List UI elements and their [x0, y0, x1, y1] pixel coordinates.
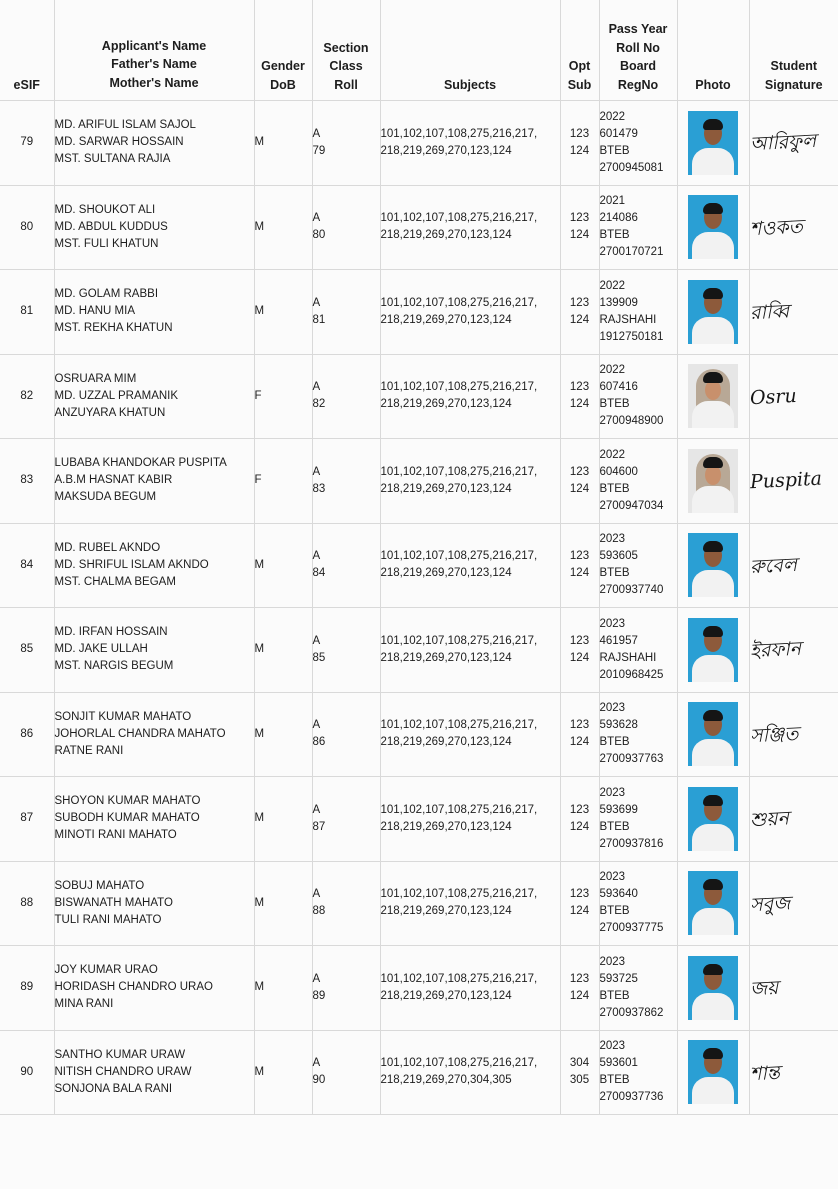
- table-row: [0, 439, 838, 524]
- roll-no: 593640: [599, 888, 638, 901]
- applicant-cell: [54, 692, 254, 777]
- applicant-name: MD. ARIFUL ISLAM SAJOL: [54, 119, 196, 132]
- mother-name: MINOTI RANI MAHATO: [54, 829, 177, 842]
- photo-cell: [677, 523, 749, 608]
- reg-no: 2700937763: [599, 753, 664, 766]
- applicant-name: MD. IRFAN HOSSAIN: [54, 626, 168, 639]
- father-name: NITISH CHANDRO URAW: [54, 1065, 192, 1078]
- roll-no: 593605: [599, 550, 638, 563]
- section-cell: [312, 523, 380, 608]
- photo-cell: [677, 777, 749, 862]
- section-cell: [312, 270, 380, 355]
- father-name: MD. HANU MIA: [54, 305, 135, 318]
- photo-cell: [677, 946, 749, 1031]
- reg-no: 2700170721: [599, 246, 664, 259]
- roll-value: 90: [312, 1074, 326, 1087]
- student-signature: ইরফান: [748, 637, 802, 663]
- applicant-cell: [54, 777, 254, 862]
- board: BTEB: [599, 482, 630, 495]
- subjects-cell: 101,102,107,108,275,216,217, 218,219,269,270,123,124: [380, 270, 560, 355]
- signature-cell: [749, 354, 838, 439]
- section-value: A: [312, 634, 321, 647]
- applicant-name: SOBUJ MAHATO: [54, 879, 145, 892]
- section-cell: [312, 101, 380, 186]
- student-photo: [688, 702, 738, 766]
- student-photo: [688, 280, 738, 344]
- roll-no: 461957: [599, 634, 638, 647]
- pass-year: 2022: [599, 110, 626, 123]
- signature-cell: [749, 608, 838, 693]
- section-value: A: [312, 296, 321, 309]
- opt-sub-cell: 123 124: [560, 185, 599, 270]
- esif-cell: 82: [0, 354, 54, 439]
- gender-cell: M: [254, 608, 312, 693]
- esif-cell: 86: [0, 692, 54, 777]
- mother-name: MINA RANI: [54, 998, 114, 1011]
- table-row: [0, 101, 838, 186]
- section-value: A: [312, 972, 321, 985]
- student-signature: জয়: [748, 977, 779, 1001]
- section-cell: [312, 185, 380, 270]
- pass-year: 2023: [599, 786, 626, 799]
- applicant-name: SHOYON KUMAR MAHATO: [54, 795, 201, 808]
- signature-cell: [749, 439, 838, 524]
- opt-sub-cell: 123 124: [560, 861, 599, 946]
- board: BTEB: [599, 736, 630, 749]
- photo-cell: [677, 185, 749, 270]
- gender-cell: M: [254, 777, 312, 862]
- applicant-cell: [54, 185, 254, 270]
- photo-cell: [677, 439, 749, 524]
- gender-cell: M: [254, 101, 312, 186]
- section-value: A: [312, 803, 321, 816]
- opt-sub-cell: 304 305: [560, 1030, 599, 1115]
- board: BTEB: [599, 1074, 630, 1087]
- roll-value: 83: [312, 482, 326, 495]
- student-photo: [688, 1040, 738, 1104]
- board: BTEB: [599, 229, 630, 242]
- reg-no: 2700937740: [599, 584, 664, 597]
- header-applicant: [54, 0, 254, 101]
- student-signature: রুবেল: [748, 553, 797, 579]
- subjects-cell: 101,102,107,108,275,216,217, 218,219,269,270,123,124: [380, 608, 560, 693]
- reg-no: 2700937775: [599, 922, 664, 935]
- roll-value: 87: [312, 820, 326, 833]
- subjects-cell: 101,102,107,108,275,216,217, 218,219,269,270,123,124: [380, 523, 560, 608]
- applicant-name: MD. RUBEL AKNDO: [54, 541, 161, 554]
- reg-no: 2700948900: [599, 415, 664, 428]
- applicant-cell: [54, 439, 254, 524]
- applicant-cell: [54, 1030, 254, 1115]
- reg-no: 2700945081: [599, 161, 664, 174]
- opt-sub-cell: 123 124: [560, 270, 599, 355]
- student-photo: [688, 111, 738, 175]
- student-signature: Osru: [748, 384, 797, 410]
- board: BTEB: [599, 905, 630, 918]
- header-section: Section Class Roll: [312, 0, 380, 101]
- section-cell: [312, 608, 380, 693]
- applicant-cell: [54, 354, 254, 439]
- photo-cell: [677, 608, 749, 693]
- mother-name: RATNE RANI: [54, 744, 124, 757]
- applicant-name: MD. GOLAM RABBI: [54, 288, 159, 301]
- pass-year: 2022: [599, 448, 626, 461]
- section-cell: [312, 692, 380, 777]
- father-name: MD. ABDUL KUDDUS: [54, 220, 168, 233]
- signature-cell: [749, 101, 838, 186]
- reg-no: 2700937816: [599, 837, 664, 850]
- reg-no: 1912750181: [599, 330, 664, 343]
- student-photo: [688, 364, 738, 428]
- roll-no: 593725: [599, 972, 638, 985]
- esif-cell: 80: [0, 185, 54, 270]
- student-photo: [688, 787, 738, 851]
- subjects-cell: 101,102,107,108,275,216,217, 218,219,269,270,123,124: [380, 777, 560, 862]
- father-name: MD. SHRIFUL ISLAM AKNDO: [54, 558, 209, 571]
- subjects-cell: 101,102,107,108,275,216,217, 218,219,269,270,304,305: [380, 1030, 560, 1115]
- applicant-name: JOY KUMAR URAO: [54, 964, 158, 977]
- signature-cell: [749, 1030, 838, 1115]
- roll-no: 601479: [599, 127, 638, 140]
- pass-year: 2023: [599, 955, 626, 968]
- gender-cell: M: [254, 946, 312, 1031]
- applicant-cell: [54, 270, 254, 355]
- header-gender: Gender DoB: [254, 0, 312, 101]
- student-signature: রাব্বি: [748, 300, 790, 325]
- subjects-cell: 101,102,107,108,275,216,217, 218,219,269,270,123,124: [380, 185, 560, 270]
- pass-info-cell: [599, 354, 677, 439]
- table-body: [0, 101, 838, 1115]
- signature-cell: [749, 523, 838, 608]
- board: BTEB: [599, 567, 630, 580]
- roll-value: 86: [312, 736, 326, 749]
- roll-no: 604600: [599, 465, 638, 478]
- pass-info-cell: [599, 439, 677, 524]
- pass-info-cell: [599, 946, 677, 1031]
- mother-name: ANZUYARA KHATUN: [54, 406, 166, 419]
- photo-cell: [677, 354, 749, 439]
- table-row: [0, 861, 838, 946]
- applicant-name: SANTHO KUMAR URAW: [54, 1048, 186, 1061]
- photo-cell: [677, 101, 749, 186]
- pass-info-cell: [599, 861, 677, 946]
- opt-sub-cell: 123 124: [560, 523, 599, 608]
- student-photo: [688, 618, 738, 682]
- table-row: [0, 608, 838, 693]
- photo-cell: [677, 1030, 749, 1115]
- mother-name: MST. FULI KHATUN: [54, 237, 159, 250]
- esif-cell: 87: [0, 777, 54, 862]
- esif-cell: 83: [0, 439, 54, 524]
- father-name: SUBODH KUMAR MAHATO: [54, 812, 200, 825]
- mother-name: MST. NARGIS BEGUM: [54, 660, 174, 673]
- pass-info-cell: [599, 270, 677, 355]
- gender-cell: M: [254, 861, 312, 946]
- student-photo: [688, 449, 738, 513]
- section-cell: [312, 354, 380, 439]
- section-value: A: [312, 1057, 321, 1070]
- table-row: [0, 523, 838, 608]
- header-pass-info: Pass Year Roll No Board RegNo: [599, 0, 677, 101]
- pass-year: 2023: [599, 617, 626, 630]
- roll-value: 80: [312, 229, 326, 242]
- mother-name: SONJONA BALA RANI: [54, 1082, 173, 1095]
- father-name: MD. JAKE ULLAH: [54, 643, 148, 656]
- gender-cell: M: [254, 523, 312, 608]
- subjects-cell: 101,102,107,108,275,216,217, 218,219,269,270,123,124: [380, 946, 560, 1031]
- roll-value: 89: [312, 989, 326, 1002]
- pass-year: 2023: [599, 702, 626, 715]
- pass-year: 2022: [599, 279, 626, 292]
- signature-cell: [749, 777, 838, 862]
- student-photo: [688, 533, 738, 597]
- opt-sub-cell: 123 124: [560, 354, 599, 439]
- applicant-name: OSRUARA MIM: [54, 372, 137, 385]
- section-cell: [312, 861, 380, 946]
- esif-cell: 88: [0, 861, 54, 946]
- pass-year: 2023: [599, 871, 626, 884]
- photo-cell: [677, 692, 749, 777]
- photo-cell: [677, 861, 749, 946]
- section-cell: [312, 777, 380, 862]
- roll-value: 82: [312, 398, 326, 411]
- student-photo: [688, 195, 738, 259]
- header-photo: Photo: [677, 0, 749, 101]
- roll-no: 593628: [599, 719, 638, 732]
- section-cell: [312, 946, 380, 1031]
- student-signature: শওকত: [748, 215, 803, 241]
- table-row: [0, 1030, 838, 1115]
- opt-sub-cell: 123 124: [560, 608, 599, 693]
- header-esif: eSIF: [0, 0, 54, 101]
- section-value: A: [312, 381, 321, 394]
- pass-info-cell: [599, 1030, 677, 1115]
- applicant-name: MD. SHOUKOT ALI: [54, 203, 156, 216]
- roll-value: 81: [312, 313, 326, 326]
- esif-cell: 90: [0, 1030, 54, 1115]
- reg-no: 2700937862: [599, 1006, 664, 1019]
- roll-value: 84: [312, 567, 326, 580]
- roll-no: 593601: [599, 1057, 638, 1070]
- section-cell: [312, 1030, 380, 1115]
- student-signature: শুয়ন: [748, 807, 789, 832]
- subjects-cell: 101,102,107,108,275,216,217, 218,219,269,270,123,124: [380, 861, 560, 946]
- opt-sub-cell: 123 124: [560, 439, 599, 524]
- applicant-cell: [54, 861, 254, 946]
- father-name: BISWANATH MAHATO: [54, 896, 173, 909]
- roll-value: 79: [312, 144, 326, 157]
- opt-sub-cell: 123 124: [560, 946, 599, 1031]
- mother-name: MST. SULTANA RAJIA: [54, 153, 171, 166]
- applicant-cell: [54, 608, 254, 693]
- board: BTEB: [599, 989, 630, 1002]
- applicant-name: SONJIT KUMAR MAHATO: [54, 710, 192, 723]
- father-name: MD. UZZAL PRAMANIK: [54, 389, 179, 402]
- father-name: JOHORLAL CHANDRA MAHATO: [54, 727, 226, 740]
- header-opt-sub: Opt Sub: [560, 0, 599, 101]
- pass-info-cell: [599, 777, 677, 862]
- board: RAJSHAHI: [599, 313, 657, 326]
- student-signature: সবুজ: [748, 891, 791, 917]
- roll-value: 88: [312, 905, 326, 918]
- pass-info-cell: [599, 185, 677, 270]
- header-father-name: Father's Name: [111, 57, 197, 71]
- gender-cell: M: [254, 270, 312, 355]
- subjects-cell: 101,102,107,108,275,216,217, 218,219,269,270,123,124: [380, 101, 560, 186]
- gender-cell: F: [254, 354, 312, 439]
- mother-name: MST. REKHA KHATUN: [54, 322, 173, 335]
- roll-value: 85: [312, 651, 326, 664]
- subjects-cell: 101,102,107,108,275,216,217, 218,219,269,270,123,124: [380, 354, 560, 439]
- board: BTEB: [599, 820, 630, 833]
- reg-no: 2010968425: [599, 668, 664, 681]
- applicant-cell: [54, 523, 254, 608]
- section-value: A: [312, 212, 321, 225]
- opt-sub-cell: 123 124: [560, 692, 599, 777]
- pass-info-cell: [599, 608, 677, 693]
- table-row: [0, 692, 838, 777]
- esif-cell: 81: [0, 270, 54, 355]
- signature-cell: [749, 270, 838, 355]
- mother-name: TULI RANI MAHATO: [54, 913, 162, 926]
- mother-name: MST. CHALMA BEGAM: [54, 575, 176, 588]
- applicant-cell: [54, 101, 254, 186]
- esif-cell: 85: [0, 608, 54, 693]
- pass-info-cell: [599, 692, 677, 777]
- father-name: MD. SARWAR HOSSAIN: [54, 136, 184, 149]
- roll-no: 139909: [599, 296, 638, 309]
- student-signature: Puspita: [748, 467, 822, 494]
- section-value: A: [312, 888, 321, 901]
- section-cell: [312, 439, 380, 524]
- photo-cell: [677, 270, 749, 355]
- reg-no: 2700947034: [599, 499, 664, 512]
- board: BTEB: [599, 398, 630, 411]
- opt-sub-cell: 123 124: [560, 101, 599, 186]
- gender-cell: M: [254, 1030, 312, 1115]
- pass-info-cell: [599, 101, 677, 186]
- pass-year: 2021: [599, 195, 626, 208]
- roll-no: 593699: [599, 803, 638, 816]
- table-row: [0, 354, 838, 439]
- applicant-cell: [54, 946, 254, 1031]
- board: RAJSHAHI: [599, 651, 657, 664]
- table-row: [0, 946, 838, 1031]
- student-photo: [688, 871, 738, 935]
- student-signature: সঞ্জিত: [748, 722, 799, 748]
- student-signature: শান্ত: [748, 1061, 780, 1086]
- esif-cell: 79: [0, 101, 54, 186]
- section-value: A: [312, 465, 321, 478]
- pass-info-cell: [599, 523, 677, 608]
- header-subjects: Subjects: [380, 0, 560, 101]
- esif-cell: 84: [0, 523, 54, 608]
- roll-no: 607416: [599, 381, 638, 394]
- gender-cell: M: [254, 692, 312, 777]
- header-applicant-name: Applicant's Name: [101, 38, 207, 53]
- table-row: [0, 185, 838, 270]
- father-name: HORIDASH CHANDRO URAO: [54, 981, 213, 994]
- header-mother-name: Mother's Name: [109, 75, 199, 90]
- gender-cell: M: [254, 185, 312, 270]
- signature-cell: [749, 861, 838, 946]
- pass-year: 2023: [599, 533, 626, 546]
- pass-year: 2023: [599, 1040, 626, 1053]
- board: BTEB: [599, 144, 630, 157]
- subjects-cell: 101,102,107,108,275,216,217, 218,219,269,270,123,124: [380, 439, 560, 524]
- opt-sub-cell: 123 124: [560, 777, 599, 862]
- applicant-name: LUBABA KHANDOKAR PUSPITA: [54, 457, 227, 470]
- subjects-cell: 101,102,107,108,275,216,217, 218,219,269,270,123,124: [380, 692, 560, 777]
- roll-no: 214086: [599, 212, 638, 225]
- pass-year: 2022: [599, 364, 626, 377]
- student-signature: আরিফুল: [748, 130, 817, 156]
- reg-no: 2700937736: [599, 1091, 664, 1104]
- signature-cell: [749, 946, 838, 1031]
- section-value: A: [312, 127, 321, 140]
- student-photo: [688, 956, 738, 1020]
- mother-name: MAKSUDA BEGUM: [54, 491, 157, 504]
- table-row: [0, 777, 838, 862]
- father-name: A.B.M HASNAT KABIR: [54, 474, 173, 487]
- signature-cell: [749, 185, 838, 270]
- signature-cell: [749, 692, 838, 777]
- gender-cell: F: [254, 439, 312, 524]
- esif-cell: 89: [0, 946, 54, 1031]
- table-header-row: [0, 0, 838, 101]
- table-row: [0, 270, 838, 355]
- section-value: A: [312, 550, 321, 563]
- header-signature: Student Signature: [749, 0, 838, 101]
- section-value: A: [312, 719, 321, 732]
